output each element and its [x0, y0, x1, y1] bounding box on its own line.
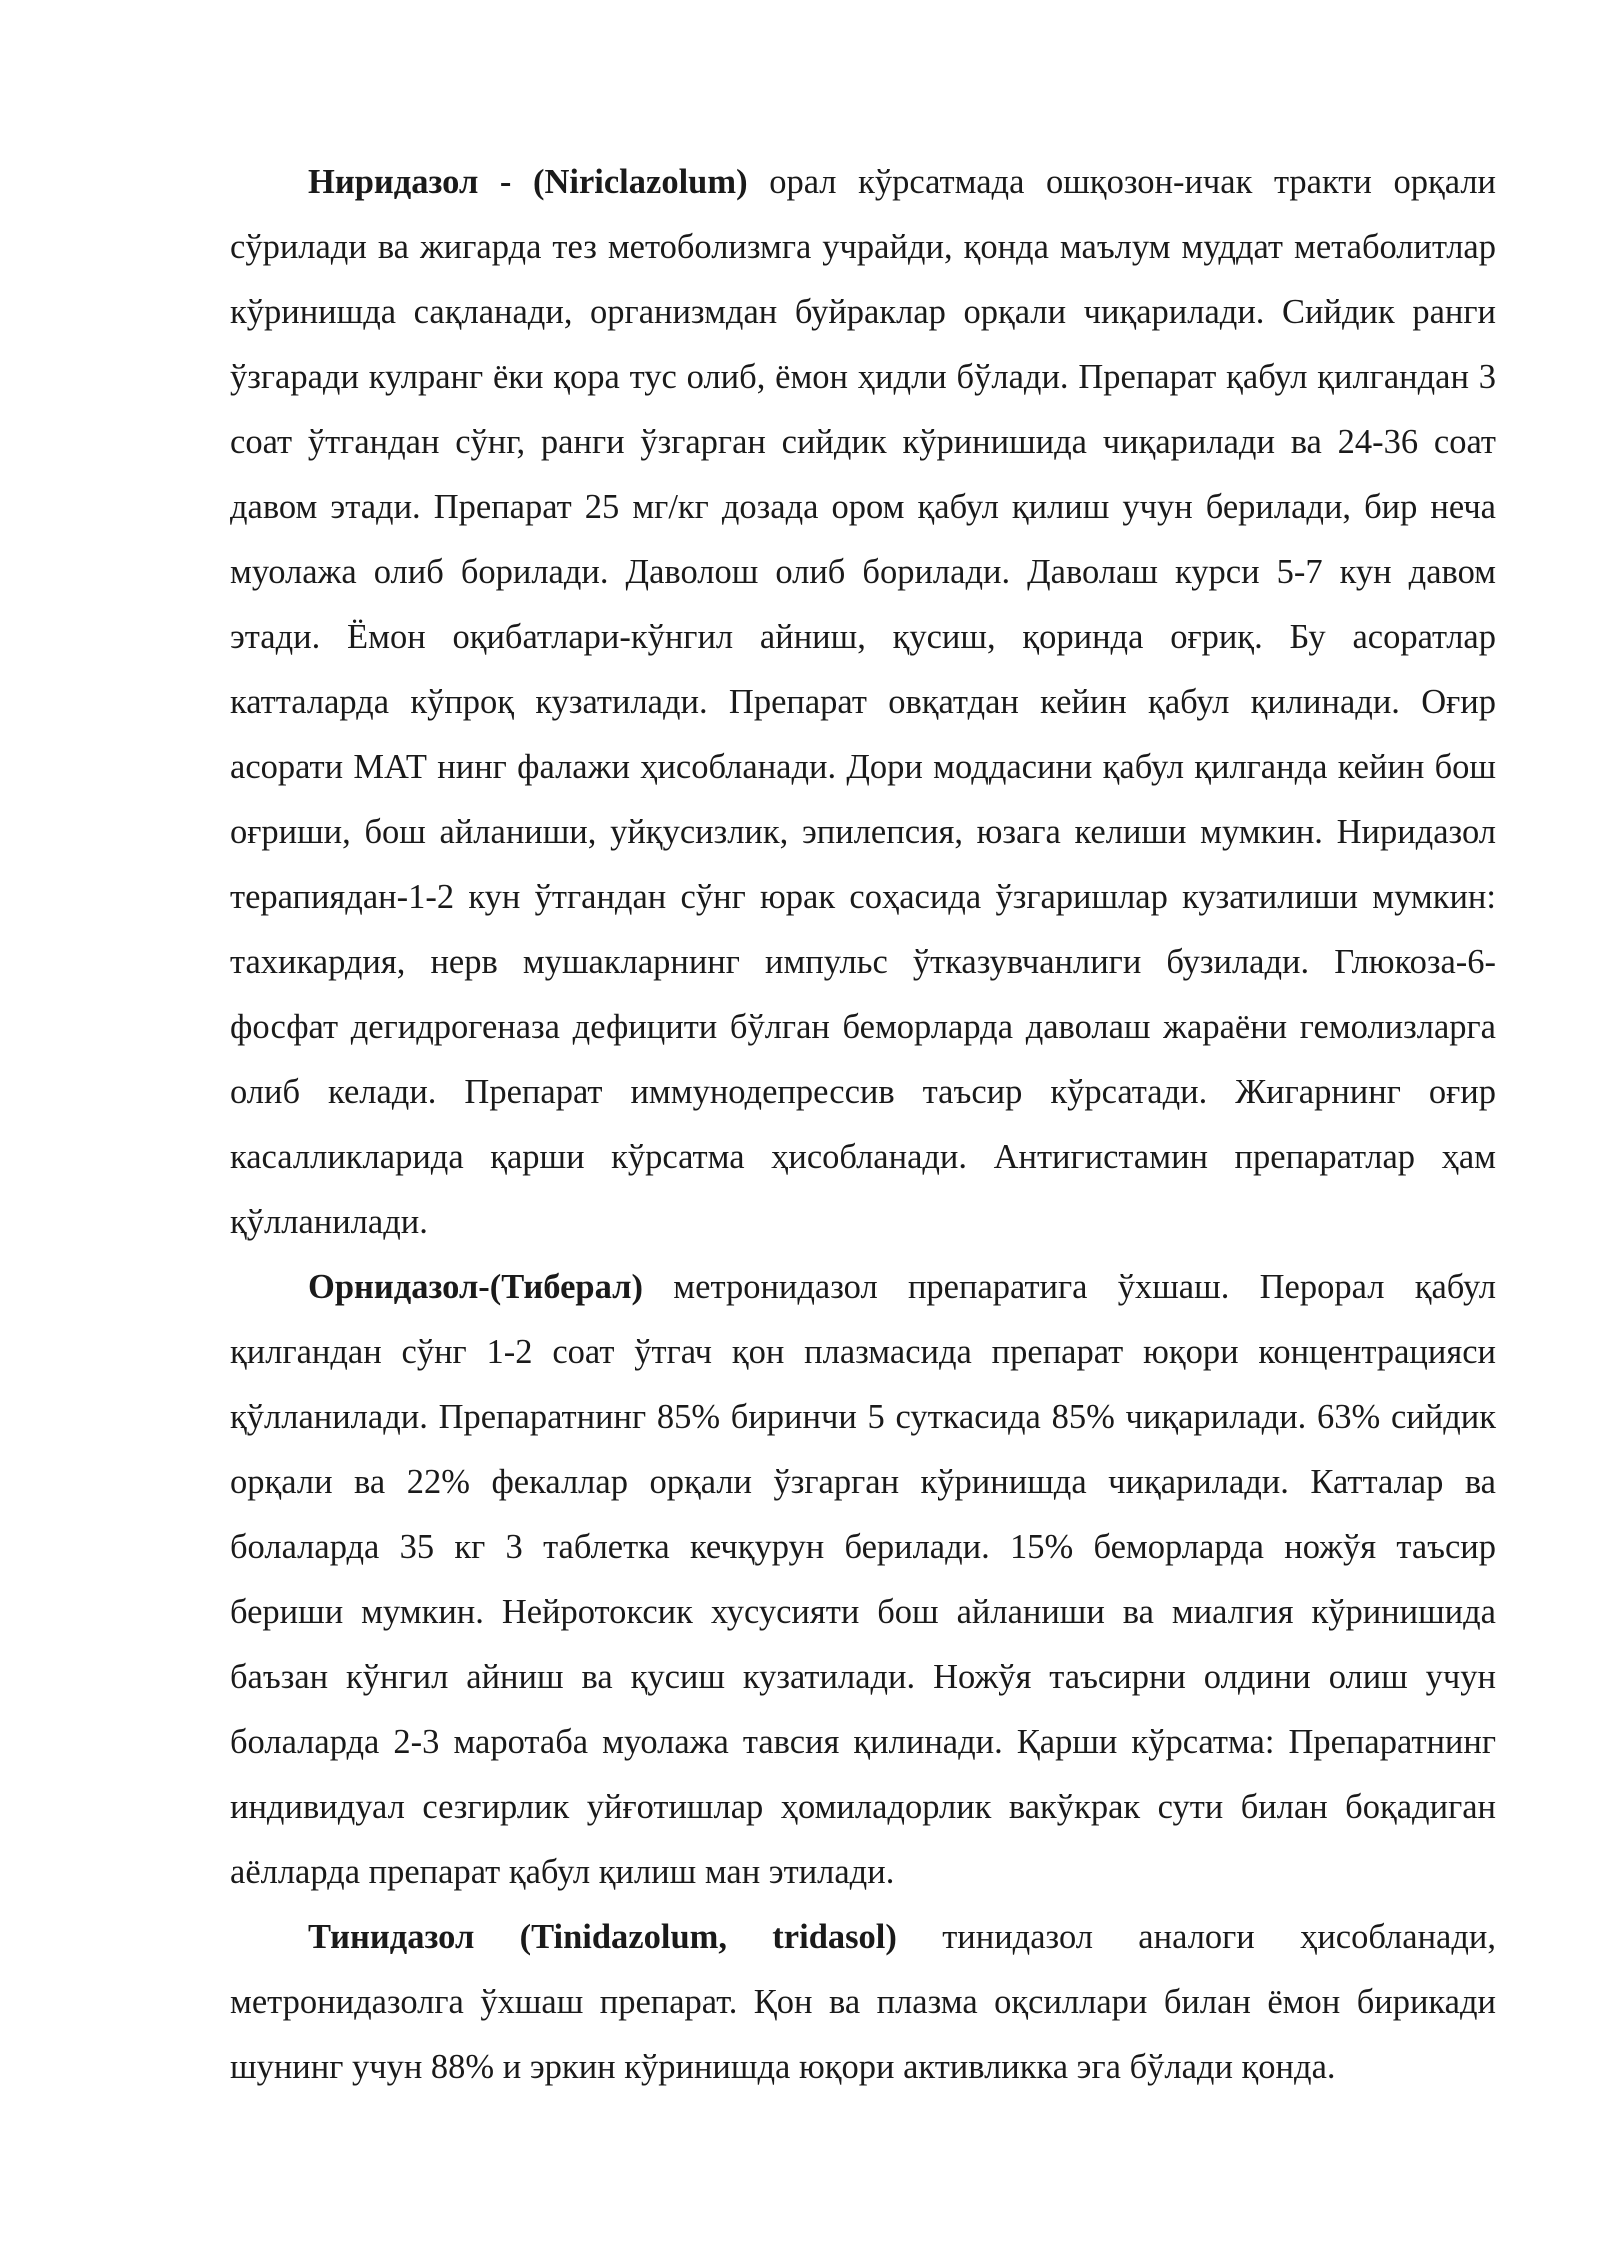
paragraph-body: орал кўрсатмада ошқозон-ичак тракти орқали сўрилади ва жигарда тез метоболизмга учрайди, қонда маълум муддат метаболитлар кўринишда сақланади, организмдан буйраклар орқали чиқарилади. Сийдик ранги ўзгаради кулранг ёки қора тус олиб, ёмон ҳидли бўлади. Препарат қабул қилгандан 3 соат ўтгандан сўнг, ранги ўзгарган сийдик кўринишида чиқарилади ва 24-36 соат давом этади. Препарат 25 мг/кг дозада ором қабул қилиш учун берилади, бир неча муолажа олиб борилади. Даволош олиб борилади. Даволаш курси 5-7 кун давом этади. Ёмон оқибатлари-кўнгил айниш, қусиш, қоринда оғриқ. Бу асоратлар катталарда кўпроқ кузатилади. Препарат овқатдан кейин қабул қилинади. Оғир асорати МАТ нинг фалажи ҳисобланади. Дори моддасини қабул қилганда кейин бош оғриши, бош айланиши, уйқусизлик, эпилепсия, юзага келиши мумкин. Ниридазол терапиядан-1-2 кун ўтгандан сўнг юрак соҳасида ўзгаришлар кузатилиши мумкин: тахикардия, нерв мушакларнинг импульс ўтказувчанлиги бузилади. Глюкоза-6-фосфат дегидрогеназа дефицити бўлган беморларда даволаш жараёни гемолизларга олиб келади. Препарат иммунодепрессив таъсир кўрсатади. Жигарнинг оғир касалликларида қарши кўрсатма ҳисобланади. Антигистамин препаратлар ҳам қўлланилади. [230, 163, 1497, 1241]
paragraph-ornidazol [230, 1255, 1496, 1905]
paragraph-tinidazol [230, 1905, 1496, 2100]
paragraph-heading: Ниридазол - (Niriclazolum) [308, 163, 748, 201]
paragraph-niridazol [230, 150, 1496, 1255]
paragraph-heading: Орнидазол-(Тиберал) [308, 1268, 643, 1306]
paragraph-body: метронидазол препаратига ўхшаш. Перорал қабул қилгандан сўнг 1-2 соат ўтгач қон плазмасида препарат юқори концентрацияси қўлланилади. Препаратнинг 85% биринчи 5 суткасида 85% чиқарилади. 63% сийдик орқали ва 22% фекаллар орқали ўзгарган кўринишда чиқарилади. Катталар ва болаларда 35 кг 3 таблетка кечқурун берилади. 15% беморларда ножўя таъсир бериши мумкин. Нейротоксик хусусияти бош айланиши ва миалгия кўринишида баъзан кўнгил айниш ва қусиш кузатилади. Ножўя таъсирни олдини олиш учун болаларда 2-3 маротаба муолажа тавсия қилинади. Қарши кўрсатма: Препаратнинг индивидуал сезгирлик уйғотишлар ҳомиладорлик вакўкрак сути билан боқадиган аёлларда препарат қабул қилиш ман этилади. [230, 1268, 1496, 1891]
paragraph-body: тинидазол аналоги ҳисобланади, метронидазолга ўхшаш препарат. Қон ва плазма оқсиллари билан ёмон бирикади шунинг учун 88% и эркин кўринишда юқори активликка эга бўлади қонда. [230, 1918, 1497, 2086]
document-page [230, 150, 1496, 2100]
paragraph-heading: Тинидазол (Tinidazolum, tridasol) [308, 1918, 897, 1956]
